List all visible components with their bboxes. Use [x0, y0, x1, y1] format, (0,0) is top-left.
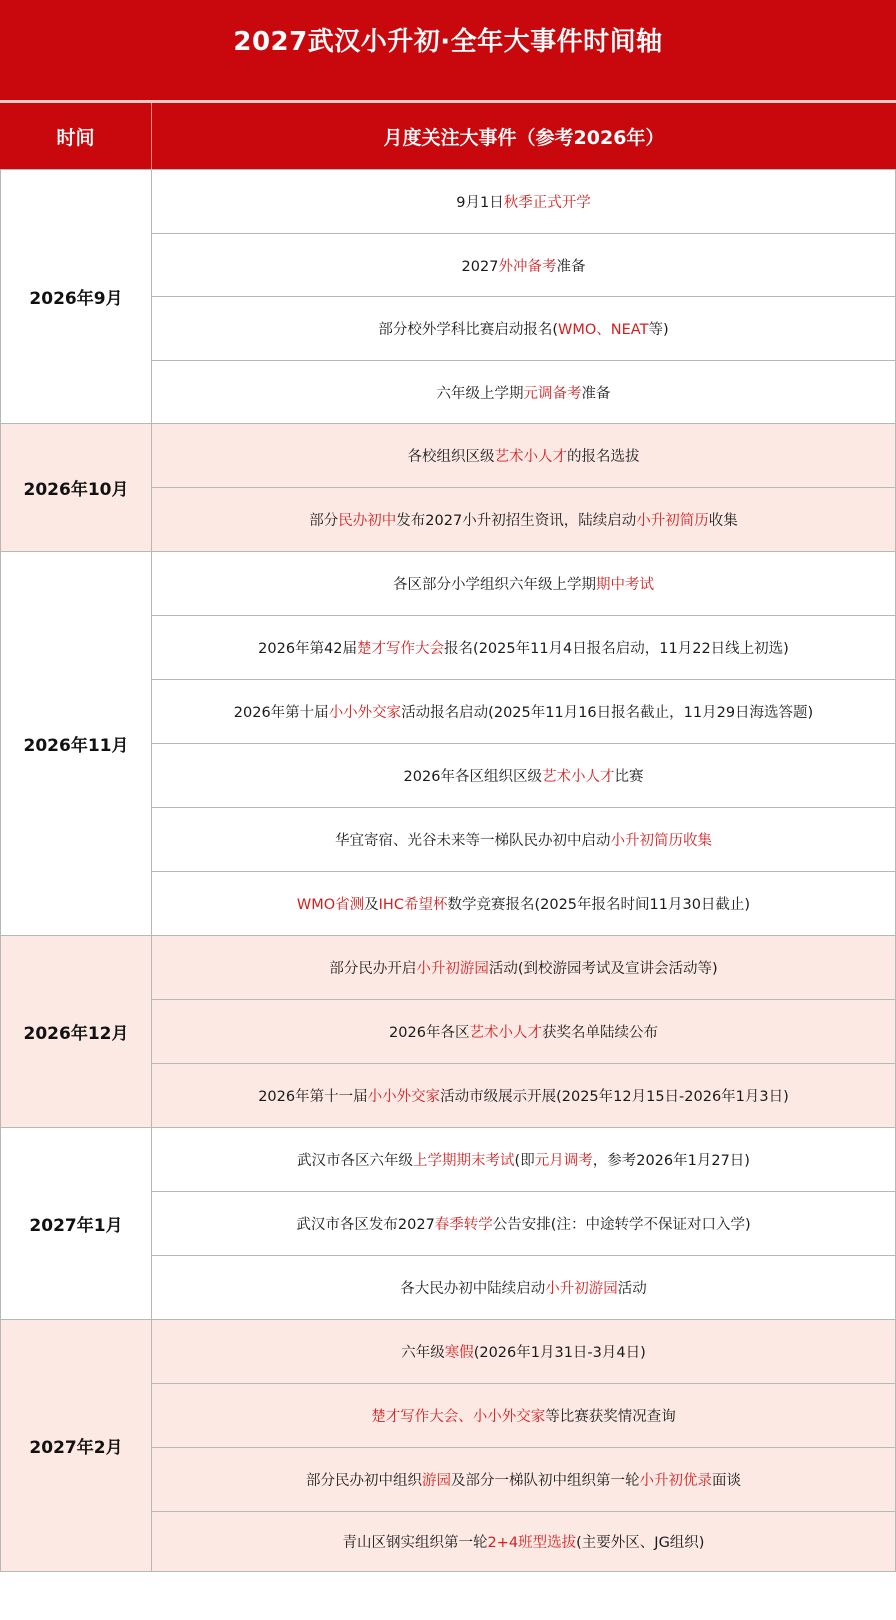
event-highlight-text: 游园 [422, 1473, 451, 1489]
title-bar [0, 0, 896, 103]
event-text: 武汉市各区六年级 [297, 1153, 414, 1169]
event-highlight-text: 艺术小人才 [469, 1025, 542, 1041]
table-row [1, 170, 896, 234]
table-row [1, 424, 896, 488]
event-text: 等比赛获奖情况查询 [545, 1409, 676, 1425]
table-row [1, 1320, 896, 1384]
event-cell [152, 616, 896, 680]
event-cell [152, 1128, 896, 1192]
event-text: 等) [648, 322, 669, 338]
month-cell: 2026年11月 [1, 552, 152, 936]
event-cell [152, 552, 896, 616]
event-text: 2026年各区 [389, 1025, 470, 1041]
event-highlight-text: 期中考试 [596, 577, 654, 593]
event-cell [152, 1384, 896, 1448]
event-text: 活动(到校游园考试及宣讲会活动等) [488, 961, 718, 977]
event-highlight-text: 楚才写作大会 [357, 641, 445, 657]
event-highlight-text: 小小外交家 [328, 705, 402, 721]
event-highlight-text: 春季转学 [434, 1217, 493, 1233]
event-highlight-text: 寒假 [444, 1345, 474, 1361]
event-cell [152, 361, 896, 424]
event-highlight-text: WMO省测 [296, 897, 365, 913]
event-highlight-text: 小升初简历 [636, 513, 709, 529]
event-text: 准备 [581, 385, 611, 402]
event-highlight-text: 民办初中 [338, 513, 397, 529]
event-cell [152, 297, 896, 361]
event-cell [152, 1064, 896, 1128]
event-text: (即 [514, 1153, 535, 1169]
event-text: 获奖名单陆续公布 [541, 1025, 658, 1041]
event-highlight-text: WMO、NEAT [558, 322, 649, 338]
event-text: 发布2027小升初招生资讯，陆续启动 [396, 513, 637, 529]
event-highlight-text: 小小外交家 [367, 1089, 441, 1105]
event-cell [152, 1000, 896, 1064]
event-text: 各校组织区级 [407, 449, 495, 465]
table-row [1, 1128, 896, 1192]
event-cell [152, 680, 896, 744]
event-text: 9月1日 [456, 195, 504, 211]
event-text: 部分校外学科比赛启动报名( [378, 322, 559, 338]
event-text: 六年级 [401, 1345, 445, 1361]
header-events: 月度关注大事件（参考2026年） [383, 126, 665, 149]
event-cell [152, 744, 896, 808]
month-cell: 2026年12月 [1, 936, 152, 1128]
event-text: 活动报名启动(2025年11月16日报名截止，11月29日海选答题) [401, 705, 814, 721]
event-cell [152, 936, 896, 1000]
event-cell [152, 424, 896, 488]
page-title: 2027武汉小升初·全年大事件时间轴 [233, 26, 663, 57]
table-header [0, 103, 896, 170]
event-highlight-text: 秋季正式开学 [503, 195, 591, 211]
event-text: (2026年1月31日-3月4日) [473, 1345, 646, 1361]
event-highlight-text: 外冲备考 [498, 258, 557, 275]
event-text: 部分民办初中组织 [306, 1473, 422, 1489]
event-text: 公告安排(注：中途转学不保证对口入学) [492, 1217, 751, 1233]
event-text: 2026年第42届 [258, 641, 358, 657]
event-cell [152, 1192, 896, 1256]
event-text: 活动 [617, 1281, 647, 1297]
event-highlight-text: 艺术小人才 [494, 449, 567, 465]
event-text: 报名(2025年11月4日报名启动，11月22日线上初选) [444, 641, 789, 657]
event-highlight-text: 小升初优录 [639, 1473, 712, 1489]
event-highlight-text: 艺术小人才 [541, 769, 615, 785]
event-text: 2027 [461, 258, 499, 275]
event-highlight-text: 元调备考 [523, 385, 582, 402]
event-highlight-text: 楚才写作大会、小小外交家 [371, 1409, 546, 1425]
event-text: 武汉市各区发布2027 [296, 1217, 435, 1233]
event-highlight-text: 上学期期末考试 [413, 1153, 515, 1169]
event-cell [152, 1256, 896, 1320]
event-text: 面谈 [712, 1473, 741, 1489]
event-text: 及 [364, 897, 379, 913]
event-text: 的报名选拔 [567, 449, 640, 465]
event-text: 部分民办开启 [329, 961, 417, 977]
event-text: 华宜寄宿、光谷未来等一梯队民办初中启动 [335, 833, 611, 849]
event-text: (主要外区、JG组织) [576, 1535, 705, 1551]
event-highlight-text: 元月调考 [534, 1153, 593, 1169]
table-row [1, 936, 896, 1000]
event-text: 数学竞赛报名(2025年报名时间11月30日截止) [447, 897, 751, 913]
event-text: 比赛 [614, 769, 644, 785]
event-cell [152, 170, 896, 234]
event-cell [152, 1512, 896, 1572]
event-text: 活动市级展示开展(2025年12月15日-2026年1月3日) [440, 1089, 789, 1105]
month-cell: 2026年9月 [1, 170, 152, 424]
month-cell: 2027年1月 [1, 1128, 152, 1320]
event-text: 2026年第十一届 [258, 1089, 368, 1105]
event-highlight-text: 小升初简历收集 [610, 833, 712, 849]
month-cell: 2026年10月 [1, 424, 152, 552]
timeline-table [0, 169, 896, 1572]
event-text: 部分 [309, 513, 339, 529]
event-text: 各大民办初中陆续启动 [400, 1281, 546, 1297]
event-text: 青山区钢实组织第一轮 [342, 1535, 488, 1551]
event-text: 准备 [556, 258, 586, 275]
event-text: 及部分一梯队初中组织第一轮 [451, 1473, 640, 1489]
event-text: 各区部分小学组织六年级上学期 [393, 577, 596, 593]
header-time: 时间 [0, 103, 152, 169]
event-cell [152, 234, 896, 297]
table-row [1, 552, 896, 616]
event-highlight-text: 小升初游园 [416, 961, 489, 977]
event-cell [152, 488, 896, 552]
month-cell: 2027年2月 [1, 1320, 152, 1572]
event-highlight-text: 小升初游园 [545, 1281, 618, 1297]
event-text: ，参考2026年1月27日) [592, 1153, 750, 1169]
event-cell [152, 872, 896, 936]
event-text: 2026年各区组织区级 [403, 769, 542, 785]
event-text: 收集 [708, 513, 738, 529]
event-highlight-text: 2+4班型选拔 [487, 1535, 577, 1551]
event-highlight-text: IHC希望杯 [378, 897, 448, 913]
event-text: 2026年第十届 [233, 705, 329, 721]
event-cell [152, 1320, 896, 1384]
event-cell [152, 808, 896, 872]
event-text: 六年级上学期 [436, 385, 524, 402]
event-cell [152, 1448, 896, 1512]
